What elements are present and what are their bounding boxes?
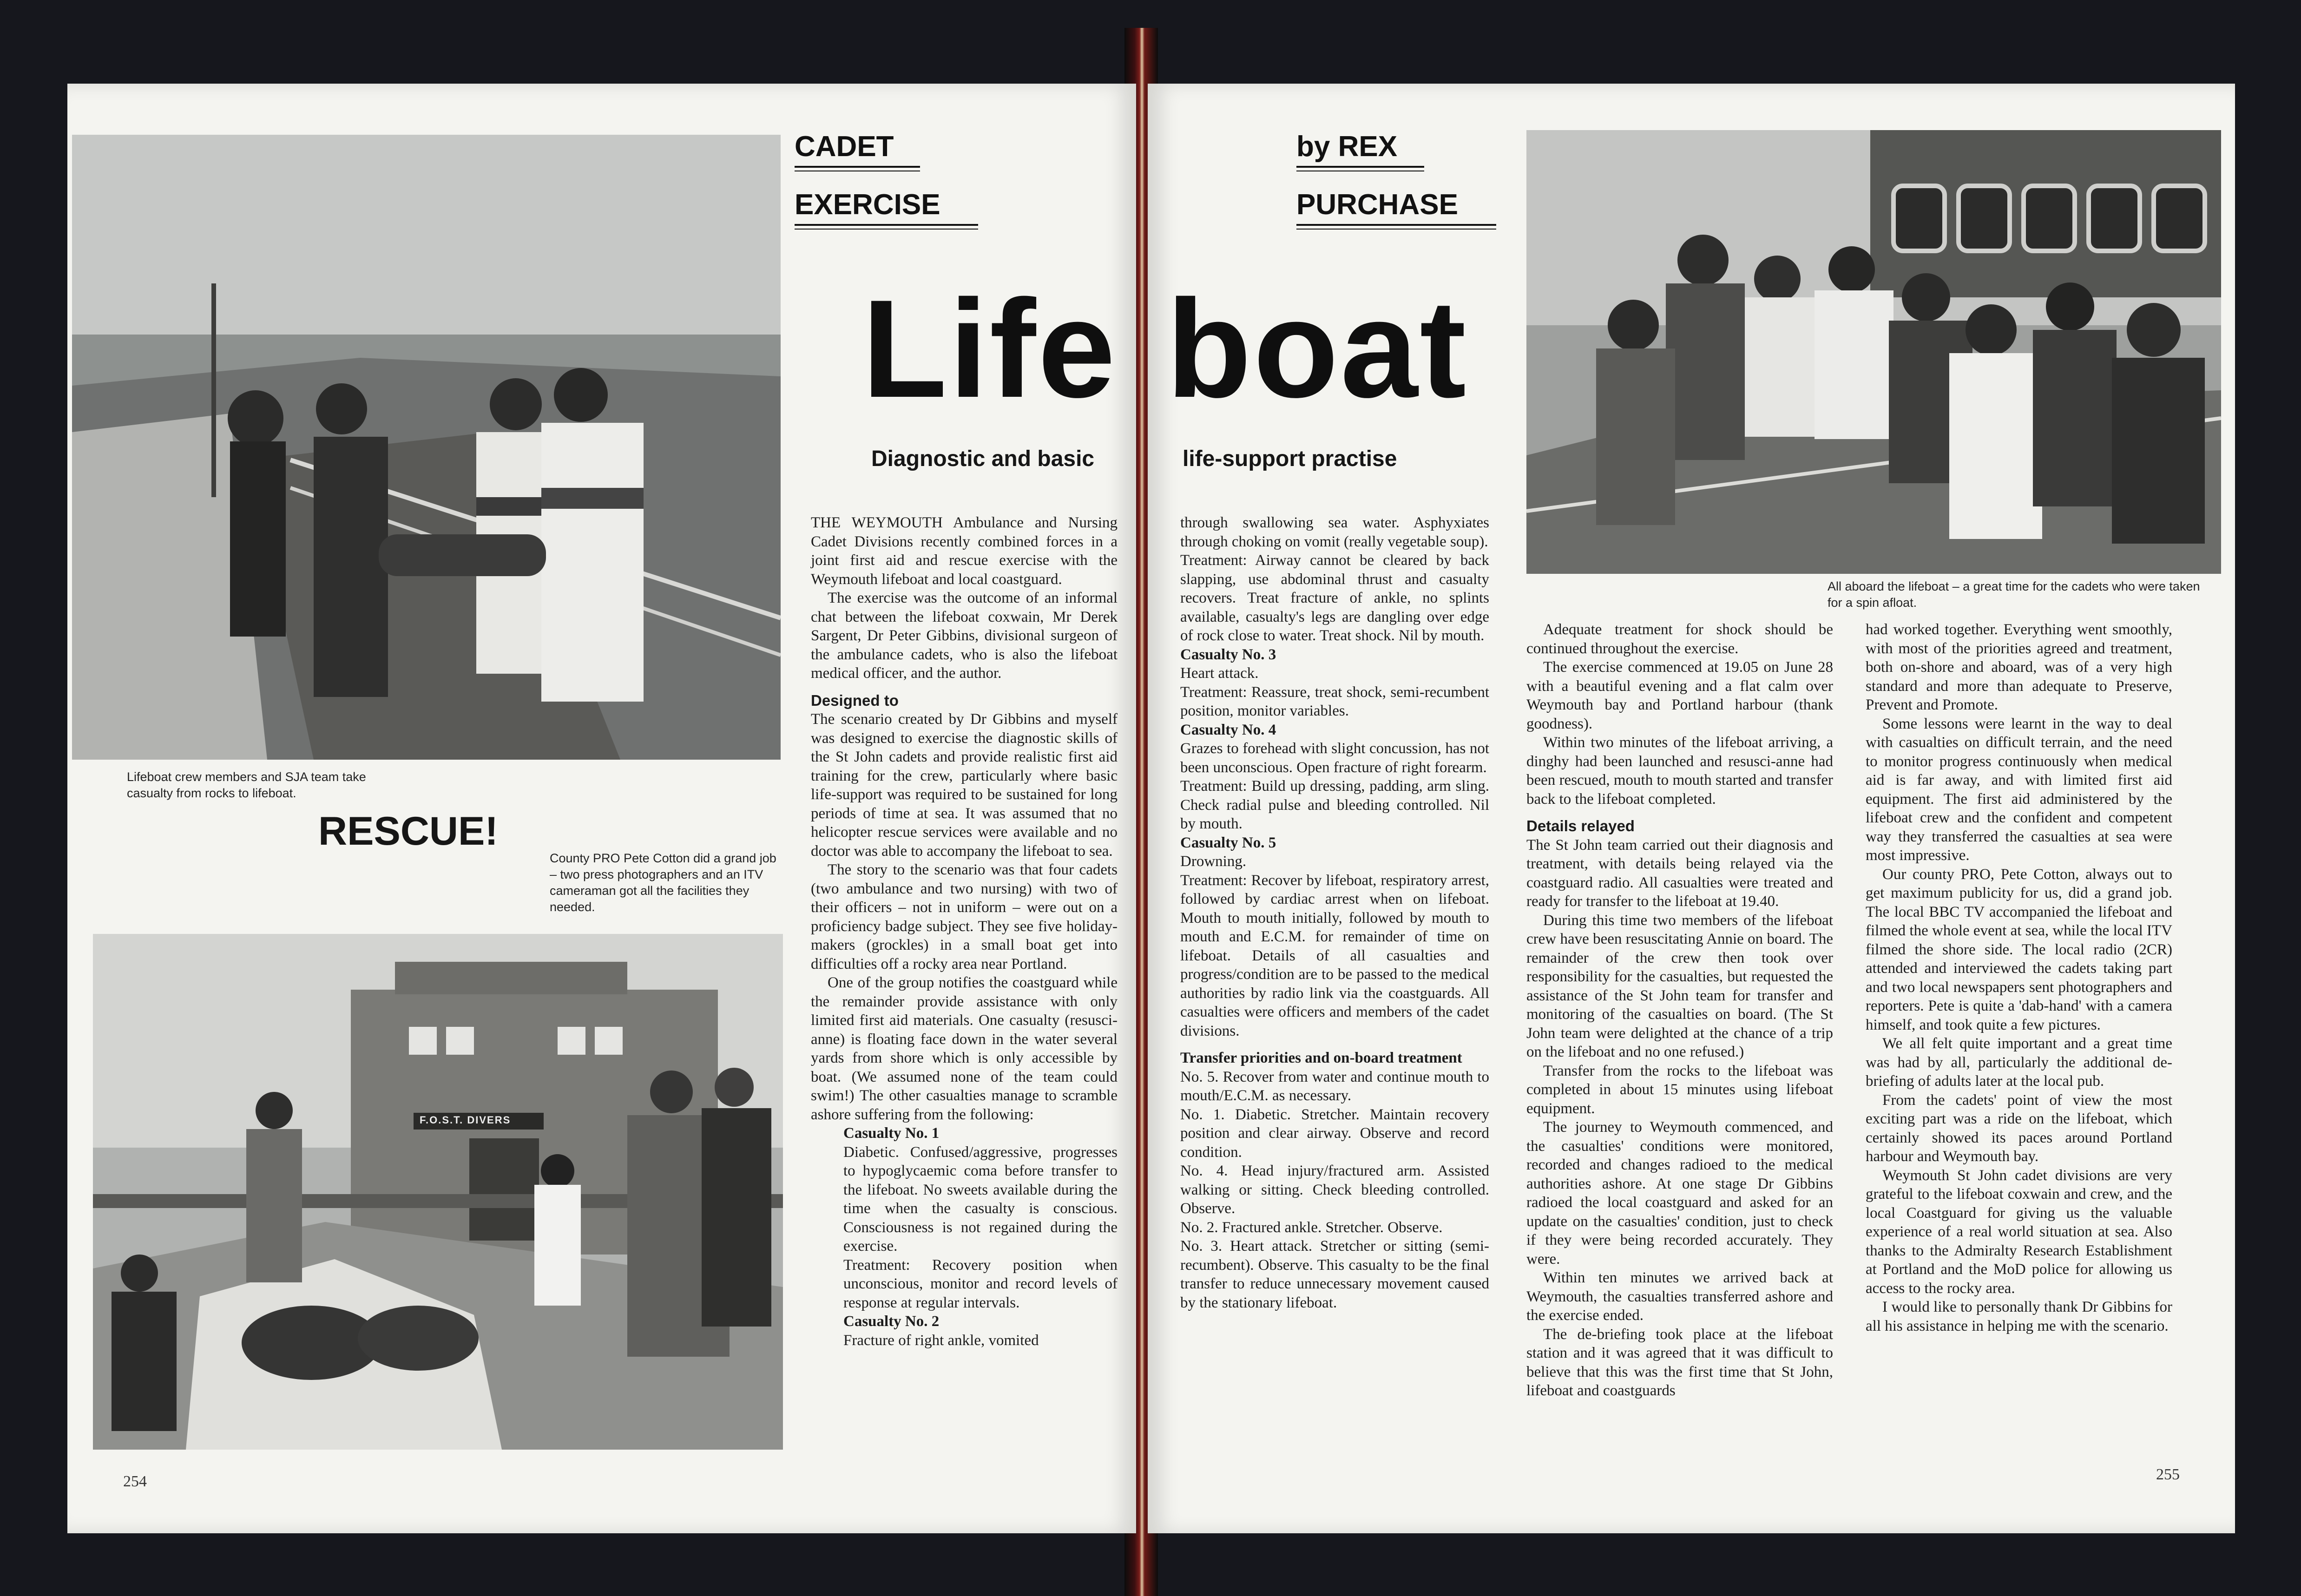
paragraph: Transfer from the rocks to the lifeboat was completed in about 15 minutes using lifeboat equipment. xyxy=(1526,1062,1833,1117)
paragraph: No. 3. Heart attack. Stretcher or sitting (semi-recumbent). Observe. This casualty to be the final transfer to reduce unnecessary movement caused by the stationary lifeboat. xyxy=(1180,1238,1489,1311)
paragraph: had worked together. Everything went smoothly, with most of the priorities agreed and treatment, both on-shore and aboard, was of a very high standard and more than adequate to Preserve, Prevent and Promote. xyxy=(1866,621,2172,713)
paragraph: Within ten minutes we arrived back at Weymouth, the casualties transferred ashore and the exercise ended. xyxy=(1526,1269,1833,1324)
paragraph: The de-briefing took place at the lifeboat station and it was agreed that it was difficult to believe that this was the first time that St John, lifeboat and coastguards xyxy=(1526,1326,1833,1399)
paragraph: Treatment: Recovery position when unconscious, monitor and record levels of response at regular intervals. xyxy=(843,1256,1118,1311)
paragraph: Drowning. xyxy=(1180,853,1247,870)
kicker-by-rex: by REX xyxy=(1296,130,1424,171)
paragraph: The exercise was the outcome of an informal chat between the lifeboat coxwain, Mr Derek Sargent, Dr Peter Gibbins, divisional surgeon of the ambulance cadets, who is also the lifeboat medical officer, and the author. xyxy=(811,590,1118,682)
article-column-2 xyxy=(1180,513,1489,1312)
paragraph: Grazes to forehead with slight concussion, has not been unconscious. Open fracture of right forearm. xyxy=(1180,740,1489,776)
paragraph: We all felt quite important and a great time was had by all, particularly the additional de-briefing of adults later at the local pub. xyxy=(1866,1035,2172,1090)
photo-crew-carrying-stretcher xyxy=(72,135,781,760)
divers-station-sign: F.O.S.T. DIVERS xyxy=(420,1114,511,1126)
page-number-right: 255 xyxy=(2156,1466,2180,1483)
paragraph: Weymouth St John cadet divisions are very grateful to the lifeboat coxwain and crew, and the local Coastguard for giving us the valuable experience of a real world situation at sea. Also thanks to the Admiralty Research Establishment at Portland and the MoD police for allowing us access to the rocky area. xyxy=(1866,1167,2172,1297)
subheading-details-relayed: Details relayed xyxy=(1526,817,1635,834)
casualty-heading: Casualty No. 5 xyxy=(1180,834,1276,851)
paragraph: The story to the scenario was that four cadets (two ambulance and two nursing) with two of their officers – not in uniform – were out on a proficiency badge subject. They see five holiday-makers (grockles) in a small boat get into difficulties off a rocky area near Portland. xyxy=(811,861,1118,972)
paragraph: The St John team carried out their diagnosis and treatment, with details being relayed via the coastguard radio. All casualties were treated and ready for transfer to the lifeboat at 19.40. xyxy=(1526,836,1833,910)
paragraph: Treatment: Build up dressing, padding, arm sling. Check radial pulse and bleeding controlled. Nil by mouth. xyxy=(1180,778,1489,832)
paragraph: The scenario created by Dr Gibbins and myself was designed to exercise the diagnostic skills of the St John cadets and provide realistic first aid training for the crew, particularly where basic life-support was required to be sustained for long periods of time at sea. It was assumed that no helicopter rescue services were available and no doctor was able to accompany the lifeboat to sea. xyxy=(811,711,1118,860)
paragraph: From the cadets' point of view the most exciting part was a ride on the lifeboat, which certainly showed its paces around Portland harbour and Weymouth bay. xyxy=(1866,1091,2172,1165)
paragraph: No. 4. Head injury/fractured arm. Assisted walking or sitting. Check bleeding controlled. Observe. xyxy=(1180,1163,1489,1217)
kicker-cadet: CADET xyxy=(795,130,920,171)
page-number-left: 254 xyxy=(123,1473,147,1490)
paragraph: Within two minutes of the lifeboat arriving, a dinghy had been launched and resusci-anne had been rescued, mouth to mouth started and transfer back to the lifeboat completed. xyxy=(1526,734,1833,808)
paragraph: The journey to Weymouth commenced, and the casualties' conditions were monitored, recorded and changes radioed to the medical authorities ashore. At one stage Dr Gibbins radioed the local coastguard and asked for an update on the casualties' condition, just to check if they were being recorded accurately. They were. xyxy=(1526,1119,1833,1268)
subheading-transfer-priorities: Transfer priorities and on-board treatment xyxy=(1180,1050,1462,1066)
article-column-3 xyxy=(1526,620,1833,1400)
paragraph: Diabetic. Confused/aggressive, progresses to hypoglycaemic coma before transfer to the lifeboat. No sweets available during the time when the casualty is conscious. Consciousness is not regained during the exercise. xyxy=(843,1143,1118,1254)
right-page xyxy=(1148,84,2235,1533)
paragraph: Our county PRO, Pete Cotton, always out to get maximum publicity for us, did a grand job. The local BBC TV accompanied the lifeboat and filmed the whole event at sea, while the local ITV filmed the shore side. The local radio (2CR) attended and interviewed the cadets taking part and two local newspapers sent photographers and reporters. Pete is quite a 'dab-hand' with a camera himself, and took quite a few pictures. xyxy=(1866,866,2172,1033)
casualty-heading: Casualty No. 2 xyxy=(843,1313,940,1330)
article-column-1 xyxy=(811,513,1118,1350)
paragraph: No. 1. Diabetic. Stretcher. Maintain recovery position and clear airway. Observe and record condition. xyxy=(1180,1106,1489,1161)
caption-bottom-photo: County PRO Pete Cotton did a grand job – two press photographers and an ITV cameraman got all the facilities they needed. xyxy=(550,851,776,914)
headline-life: Life xyxy=(862,270,1118,427)
kicker-purchase: PURCHASE xyxy=(1296,188,1496,230)
photo-divers-station-rescue xyxy=(93,934,783,1450)
kicker-exercise: EXERCISE xyxy=(795,188,978,230)
paragraph: through swallowing sea water. Asphyxiates through choking on vomit (really vegetable soup). xyxy=(1180,514,1489,550)
paragraph: Treatment: Recover by lifeboat, respiratory arrest, followed by cardiac arrest when on lifeboat. Mouth to mouth initially, followed by mouth to mouth and E.C.M. for remainder of time on lifeboat. Details of all casualties and progress/condition are to be passed to the medical authorities by radio link via the coastguards. All casualties were officers and members of the cadet divisions. xyxy=(1180,872,1489,1039)
paragraph: One of the group notifies the coastguard while the remainder provide assistance with only limited first aid materials. One casualty (resusci-anne) is floating face down in the water several yards from shore which is only accessible by boat. (We assumed none of the team could swim!) The other casualties manage to scramble ashore suffering from the following: xyxy=(811,974,1118,1123)
paragraph: No. 2. Fractured ankle. Stretcher. Observe. xyxy=(1180,1219,1443,1236)
casualty-heading: Casualty No. 4 xyxy=(1180,721,1276,738)
caption-top-photo: Lifeboat crew members and SJA team take casualty from rocks to lifeboat. xyxy=(127,770,366,800)
subhead-left: Diagnostic and basic xyxy=(871,447,1095,471)
paragraph: THE WEYMOUTH Ambulance and Nursing Cadet Divisions recently combined forces in a joint first aid and rescue exercise with the Weymouth lifeboat and local coastguard. xyxy=(811,514,1118,588)
paragraph: Adequate treatment for shock should be continued throughout the exercise. xyxy=(1526,621,1833,657)
photo-cadets-aboard-lifeboat xyxy=(1526,130,2221,574)
paragraph: Heart attack. xyxy=(1180,665,1259,682)
left-page xyxy=(67,84,1136,1533)
paragraph: No. 5. Recover from water and continue mouth to mouth/E.C.M. as necessary. xyxy=(1180,1068,1489,1104)
paragraph: I would like to personally thank Dr Gibbins for all his assistance in helping me with the scenario. xyxy=(1866,1299,2172,1334)
casualty-heading: Casualty No. 1 xyxy=(843,1125,940,1142)
rescue-heading: RESCUE! xyxy=(318,809,499,854)
headline-boat: boat xyxy=(1166,270,1468,427)
paragraph: Treatment: Airway cannot be cleared by back slapping, use abdominal thrust and casualty recovers. Treat fracture of ankle, no splints available, casualty's legs are dangling over edge of rock close to water. Treat shock. Nil by mouth. xyxy=(1180,552,1489,644)
paragraph: Fracture of right ankle, vomited xyxy=(843,1332,1039,1349)
subheading-designed-to: Designed to xyxy=(811,691,899,709)
caption-lifeboat-photo: All aboard the lifeboat – a great time for the cadets who were taken for a spin afloat. xyxy=(1828,579,2200,610)
paragraph: Treatment: Reassure, treat shock, semi-recumbent position, monitor variables. xyxy=(1180,683,1489,719)
paragraph: The exercise commenced at 19.05 on June 28 with a beautiful evening and a flat calm over Weymouth bay and Portland harbour (thank goodness). xyxy=(1526,659,1833,732)
subhead-right: life-support practise xyxy=(1183,447,1397,471)
paragraph: During this time two members of the lifeboat crew have been resuscitating Annie on board. The remainder of the crew then took over responsibility for the casualties, but requested the assistance of the St John team for transfer and monitoring of the casualties on board. (The St John team were delighted at the chance of a trip on the lifeboat and no one refused.) xyxy=(1526,912,1833,1060)
paragraph: Some lessons were learnt in the way to deal with casualties on difficult terrain, and the need to monitor progress continuously when medical aid is far away, and with limited first aid equipment. The first aid administered by the lifeboat crew and the confident and competent way they transferred the casualties at sea were most impressive. xyxy=(1866,715,2172,864)
article-column-4 xyxy=(1866,620,2172,1335)
casualty-heading: Casualty No. 3 xyxy=(1180,646,1276,663)
